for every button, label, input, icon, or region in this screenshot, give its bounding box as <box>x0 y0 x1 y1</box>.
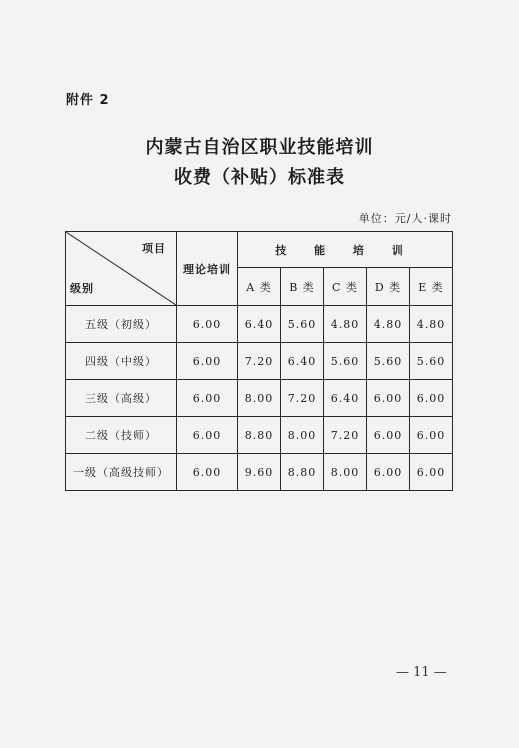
value-cell: 6.00 <box>410 454 453 491</box>
level-cell: 五级（初级） <box>66 306 177 343</box>
value-cell: 6.40 <box>324 380 367 417</box>
value-cell: 5.60 <box>324 343 367 380</box>
value-cell: 5.60 <box>367 343 410 380</box>
fee-standard-table <box>65 231 453 491</box>
value-cell: 4.80 <box>367 306 410 343</box>
category-header: C 类 <box>324 268 367 306</box>
theory-cell: 6.00 <box>177 454 238 491</box>
value-cell: 6.00 <box>367 417 410 454</box>
header-row-1 <box>66 232 453 268</box>
table-row <box>66 343 453 380</box>
theory-cell: 6.00 <box>177 417 238 454</box>
table-row <box>66 417 453 454</box>
value-cell: 4.80 <box>324 306 367 343</box>
value-cell: 6.00 <box>410 417 453 454</box>
skill-header: 技 能 培 训 <box>238 232 453 268</box>
value-cell: 5.60 <box>281 306 324 343</box>
level-cell: 一级（高级技师） <box>66 454 177 491</box>
theory-cell: 6.00 <box>177 343 238 380</box>
value-cell: 6.40 <box>281 343 324 380</box>
corner-level-label: 级别 <box>70 282 94 295</box>
category-header: A 类 <box>238 268 281 306</box>
table-row <box>66 306 453 343</box>
value-cell: 8.00 <box>281 417 324 454</box>
level-cell: 四级（中级） <box>66 343 177 380</box>
value-cell: 6.00 <box>367 454 410 491</box>
value-cell: 5.60 <box>410 343 453 380</box>
category-header: B 类 <box>281 268 324 306</box>
value-cell: 8.80 <box>281 454 324 491</box>
value-cell: 8.80 <box>238 417 281 454</box>
page-title-line2: 收费（补贴）标准表 <box>174 167 345 188</box>
value-cell: 4.80 <box>410 306 453 343</box>
value-cell: 8.00 <box>238 380 281 417</box>
value-cell: 7.20 <box>281 380 324 417</box>
theory-cell: 6.00 <box>177 380 238 417</box>
category-header: E 类 <box>410 268 453 306</box>
value-cell: 6.40 <box>238 306 281 343</box>
corner-cell <box>66 232 177 306</box>
level-cell: 三级（高级） <box>66 380 177 417</box>
category-header: D 类 <box>367 268 410 306</box>
corner-item-label: 项目 <box>142 242 166 255</box>
value-cell: 6.00 <box>410 380 453 417</box>
value-cell: 7.20 <box>238 343 281 380</box>
table-row <box>66 380 453 417</box>
page-number: — 11 — <box>396 665 447 680</box>
page-title-line1: 内蒙古自治区职业技能培训 <box>145 137 374 158</box>
attachment-label: 附件 2 <box>66 93 110 108</box>
value-cell: 7.20 <box>324 417 367 454</box>
value-cell: 6.00 <box>367 380 410 417</box>
table-row <box>66 454 453 491</box>
level-cell: 二级（技师） <box>66 417 177 454</box>
theory-cell: 6.00 <box>177 306 238 343</box>
value-cell: 9.60 <box>238 454 281 491</box>
value-cell: 8.00 <box>324 454 367 491</box>
unit-note: 单位：元/人·课时 <box>358 212 452 225</box>
theory-header: 理论培训 <box>177 232 238 306</box>
